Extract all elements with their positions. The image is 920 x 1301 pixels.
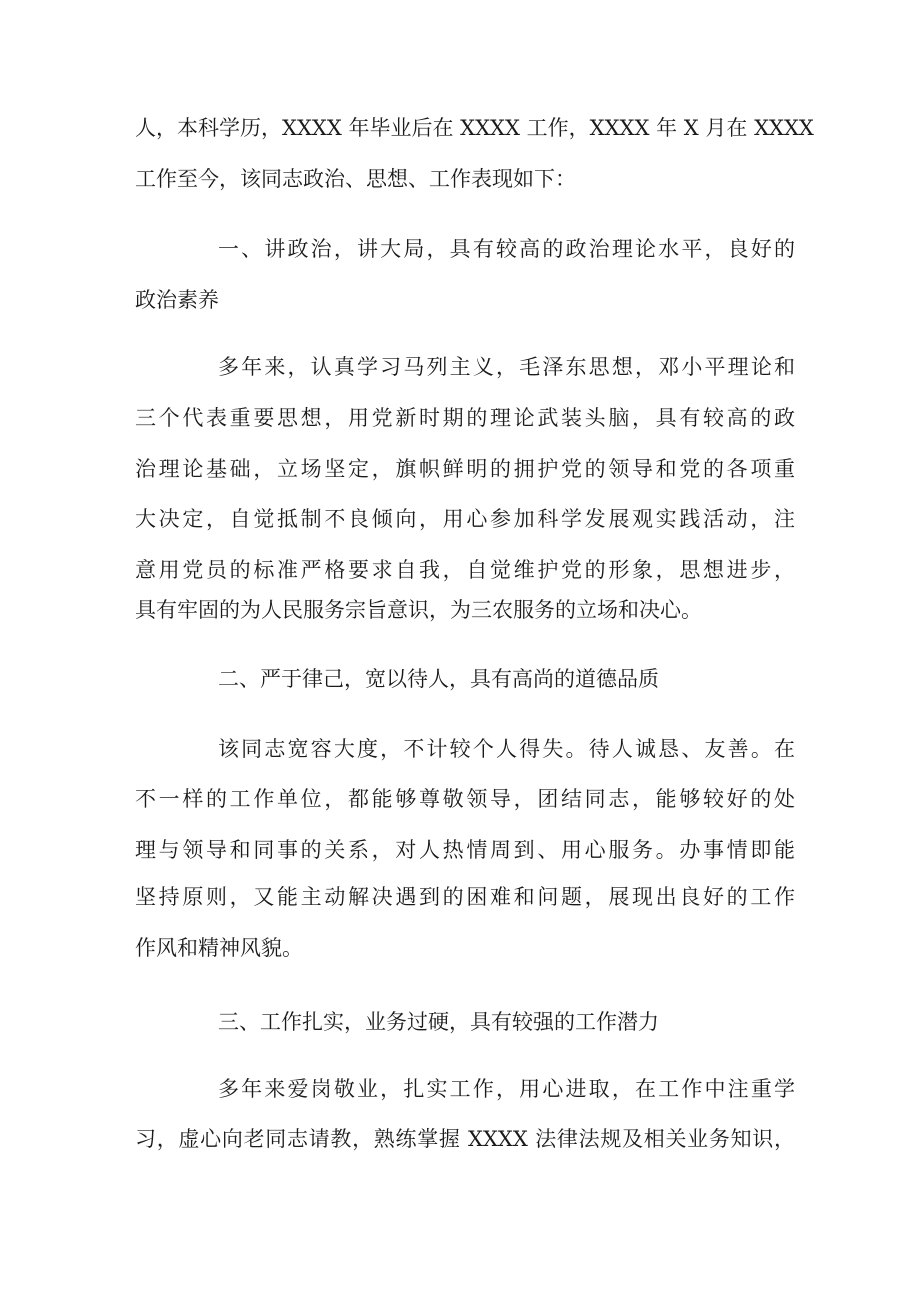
paragraph-line: 不一样的工作单位，都能够尊敬领导，团结同志，能够较好的处 bbox=[135, 787, 795, 811]
section-heading-1-cont: 政治素养 bbox=[135, 288, 219, 312]
section-heading-1: 一、讲政治，讲大局，具有较高的政治理论水平，良好的 bbox=[218, 237, 795, 261]
paragraph-line: 工作至今，该同志政治、思想、工作表现如下： bbox=[135, 167, 576, 191]
paragraph-line: 作风和精神风貌。 bbox=[135, 936, 303, 960]
paragraph-line: 该同志宽容大度，不计较个人得失。待人诚恳、友善。在 bbox=[218, 737, 795, 761]
paragraph-line: 多年来爱岗敬业，扎实工作，用心进取，在工作中注重学 bbox=[218, 1077, 795, 1101]
section-heading-2: 二、严于律己，宽以待人，具有高尚的道德品质 bbox=[218, 667, 659, 691]
paragraph-line: 人，本科学历，XXXX 年毕业后在 XXXX 工作，XXXX 年 X 月在 XXXX bbox=[135, 116, 814, 140]
paragraph-line: 大决定，自觉抵制不良倾向，用心参加科学发展观实践活动，注 bbox=[135, 507, 795, 531]
paragraph-line: 多年来，认真学习马列主义，毛泽东思想，邓小平理论和 bbox=[218, 355, 795, 379]
paragraph-line: 习，虚心向老同志请教，熟练掌握 XXXX 法律法规及相关业务知识， bbox=[135, 1127, 795, 1151]
paragraph-line: 具有牢固的为人民服务宗旨意识，为三农服务的立场和决心。 bbox=[135, 598, 702, 622]
paragraph-line: 意用党员的标准严格要求自我，自觉维护党的形象，思想进步， bbox=[135, 558, 795, 582]
paragraph-line: 治理论基础，立场坚定，旗帜鲜明的拥护党的领导和党的各项重 bbox=[135, 457, 795, 481]
paragraph-line: 理与领导和同事的关系，对人热情周到、用心服务。办事情即能 bbox=[135, 838, 795, 862]
paragraph-line: 坚持原则，又能主动解决遇到的困难和问题，展现出良好的工作 bbox=[135, 885, 795, 909]
section-heading-3: 三、工作扎实，业务过硬，具有较强的工作潜力 bbox=[218, 1010, 659, 1034]
paragraph-line: 三个代表重要思想，用党新时期的理论武装头脑，具有较高的政 bbox=[135, 406, 795, 430]
